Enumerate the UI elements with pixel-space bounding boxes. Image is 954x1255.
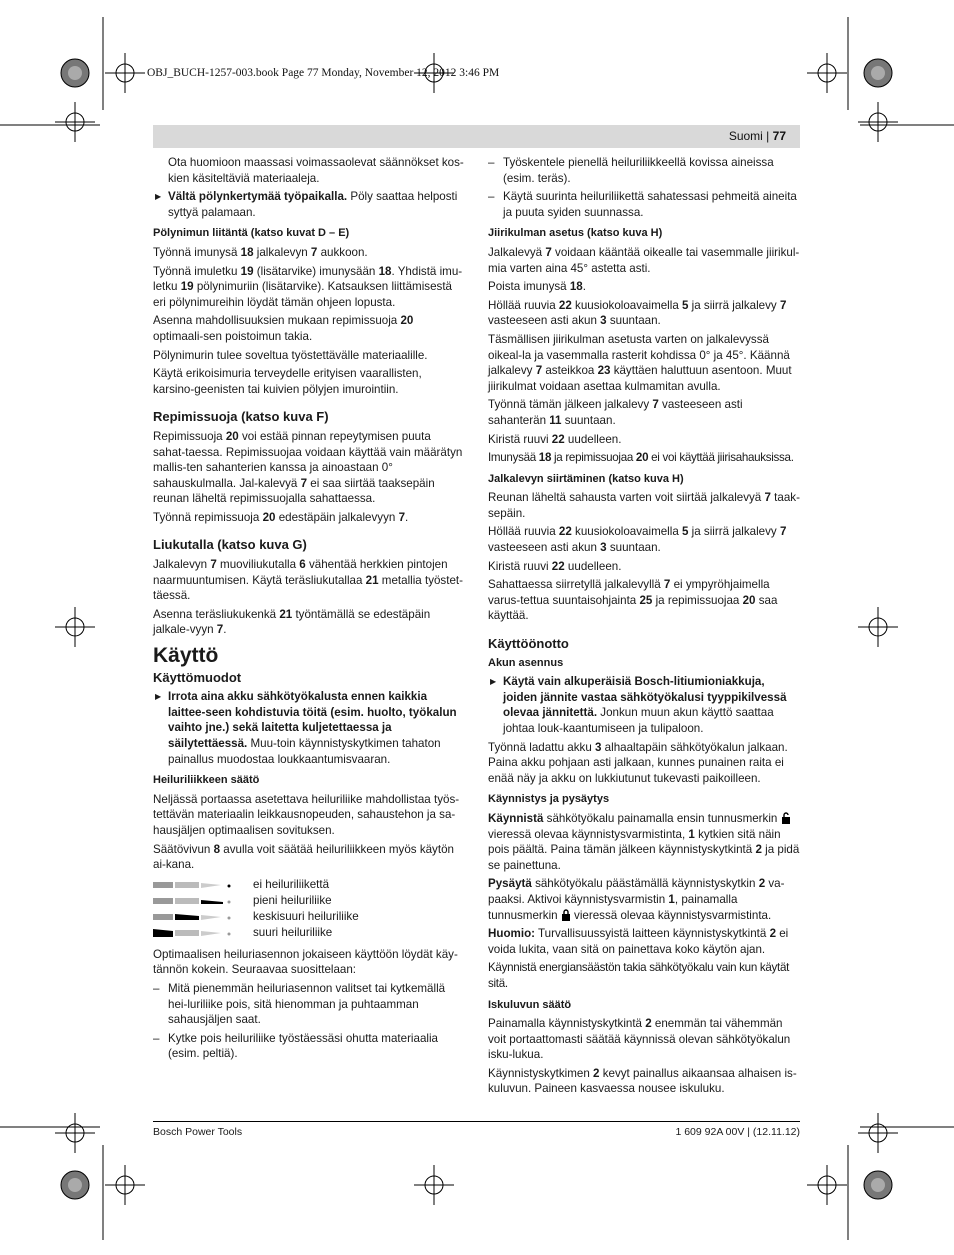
heading-operating-modes: Käyttömuodot <box>153 669 242 685</box>
paragraph: Työnnä ladattu akku 3 alhaaltapäin sähkötyökalun jalkaan. Paina akku pohjaan asti jalkaan, kunnes punainen raita ei enää näy ja akku on lukkiutunut tukevasti paikoilleen. <box>488 740 788 785</box>
dash-item: – Mitä pienemmän heiluriasennon valitset tai kytkemällä hei-luriliike pois, sitä hienomman ja puhtaamman sahausjäljen saat. <box>153 981 465 1028</box>
subheading-orbital-action: Heiluriliikkeen säätö <box>153 774 260 787</box>
paragraph: Höllää ruuvia 22 kuusiokoloavaimella 5 ja siirrä jalkalevy 7 vasteeseen asti akun 3 suuntaan. <box>488 298 787 328</box>
subheading-battery-insert: Akun asennus <box>488 656 564 669</box>
stroke-label: pieni heiluriliike <box>253 893 332 907</box>
paragraph: Käytä erikoisimuria terveydelle erityisen vaarallisten, karsino-geenisten tai kuivien pölyjen imurointiin. <box>153 367 422 396</box>
paragraph: Repimissuoja 20 voi estää pinnan repeytymisen puuta sahat-taessa. Repimissuojaa voidaan käyttää vain määrätyn mallis-ten sahanterien kanssa ja ainoastaan 0° sahauskulmalla. Jal-kalevyä 7 ei saa siirtää taaksepäin reunan läheltä repimissuojalla sahattaessa. <box>153 429 463 506</box>
stroke-row <box>153 909 465 925</box>
right-column <box>488 155 800 1100</box>
paragraph: Asenna teräsliukukenkä 21 työntämällä se edestäpäin jalkale-vyyn 7. <box>153 607 431 637</box>
stroke-level-2-icon <box>153 912 231 922</box>
crosshair-top-left-mark <box>105 53 145 93</box>
subheading-baseplate-shift: Jalkalevyn siirtäminen (katso kuva H) <box>488 472 684 485</box>
paragraph: Painamalla käynnistyskytkintä 2 enemmän tai vähemmän voit portaattomasti säätää käynnissä olevan sähkötyökalun isku-lukua. <box>488 1017 791 1062</box>
paragraph: Jalkalevyn 7 muoviliukutalla 6 vähentää herkkien pintojen naarmuuntumisen. Käytä teräsliukutallaa 21 metallia työstet-täessä. <box>153 558 463 603</box>
paragraph: Käynnistyskytkimen 2 kevyt painallus aikaansaa alhaisen is-kuluvun. Paineen kasvaessa nousee iskuluku. <box>488 1066 797 1096</box>
paragraph: Poista imunysä 18. <box>488 280 586 294</box>
heading-splinter-guard: Repimissuoja (katso kuva F) <box>153 409 329 425</box>
orbital-stroke-legend <box>153 877 465 941</box>
footer-rule <box>153 1121 800 1122</box>
paragraph: Neljässä portaassa asetettava heiluriliike mahdollistaa työs-tettävän materiaalin leikkausnopeuden, sahaustehon ja sa-hausjäljen optimaalisen sovituksen. <box>153 792 460 837</box>
subheading-dust-extraction: Pölynimun liitäntä (katso kuvat D – E) <box>153 227 350 240</box>
stroke-row <box>153 877 465 893</box>
footer-brand: Bosch Power Tools <box>153 1126 243 1138</box>
stroke-label: suuri heiluriliike <box>253 925 333 939</box>
stroke-level-3-icon <box>153 928 231 938</box>
paragraph: Käynnistä sähkötyökalu painamalla ensin tunnusmerkin vieressä olevaa käynnistysvarmistinta, 1 kytkien sitä näin pois päältä. Paina tämän jälkeen käynnistyskytkintä 2 ja pidä se painettuna. <box>488 811 800 872</box>
footer-doc-number: 1 609 92A 00V | (12.11.12) <box>675 1126 800 1138</box>
paragraph: Työnnä repimissuoja 20 edestäpäin jalkalevyyn 7. <box>153 510 409 524</box>
paragraph: Säätövivun 8 avulla voit säätää heiluriliikkeen myös käytön ai-kana. <box>153 842 454 872</box>
paragraph: Täsmällisen jiirikulman asetusta varten on jalkalevyssä oikeal-la ja vasemmalla rasterit kohdissa 0° ja 45°. Käännä jalkalevy 7 asteikkoa 23 käyttäen haluttuun asentoon. Muut jiirikulmat voidaan asettaa kulmamitan avulla. <box>488 332 792 393</box>
paragraph: Pysäytä sähkötyökalu päästämällä käynnistyskytkin 2 va-paaksi. Aktivoi käynnistysvarmistin 1, painamalla tunnusmerkin vieressä olevaa käynnistysvarmistinta. <box>488 877 785 922</box>
paragraph: Asenna mahdollisuuksien mukaan repimissuoja 20 optimaali-sen poistoimun takia. <box>153 314 414 343</box>
heading-starting-operation: Käyttöönotto <box>488 636 569 652</box>
stroke-label: ei heiluriliikettä <box>253 877 330 891</box>
paragraph: Ota huomioon maassasi voimassaolevat säännökset kos-kien käsiteltäviä materiaaleja. <box>168 156 464 185</box>
warning-bullet: ▶ Käytä vain alkuperäisiä Bosch-litiumioniakkuja, joiden jännite vastaa sähkötyökalusi tyyppikilvessä olevaa jännitettä. Jonkun muun akun käyttö saattaa johtaa louk-kaantumiseen ja tulipaloon. <box>488 674 800 736</box>
dash-item: – Käytä suurinta heiluriliikettä sahatessasi pehmeitä aineita ja puuta syiden suunnassa. <box>488 189 800 220</box>
warning-bullet: ▶ Irrota aina akku sähkötyökalusta ennen kaikkia laittee-seen kohdistuvia töitä (esim. huolto, työkalun vaihto jne.) sekä laitetta kuljetettaessa ja säilytettäessä. Muu-toin käynnistyskytkimen tahaton painallus muodostaa loukkaantumisvaaran. <box>153 689 465 767</box>
paragraph: Höllää ruuvia 22 kuusiokoloavaimella 5 ja siirrä jalkalevy 7 vasteeseen asti akun 3 suuntaan. <box>488 525 787 555</box>
paragraph: Käynnistä energiansäästön takia sähkötyökalu vain kun käytät sitä. <box>488 961 790 990</box>
paragraph: Kiristä ruuvi 22 uudelleen. <box>488 432 622 446</box>
page-header-bar <box>153 125 800 148</box>
left-column <box>153 155 465 1065</box>
subheading-bevel-angle: Jiirikulman asetus (katso kuva H) <box>488 227 663 240</box>
paragraph: Työnnä imunysä 18 jalkalevyn 7 aukkoon. <box>153 245 368 259</box>
page-header-text <box>729 129 786 143</box>
heading-operation: Käyttö <box>153 644 219 668</box>
paragraph: Kiristä ruuvi 22 uudelleen. <box>488 559 622 573</box>
paragraph: Pölynimurin tulee soveltua työstettävälle materiaalille. <box>153 348 428 362</box>
subheading-stroke-rate: Iskuluvun säätö <box>488 998 572 1011</box>
paragraph: Sahattaessa siirretyllä jalkalevyllä 7 ei ympyröhjaimella varus-tettua suuntaisohjainta 25 ja repimissuojaa 20 saa käyttää. <box>488 578 778 623</box>
dash-item: – Kytke pois heiluriliike työstäessäsi ohutta materiaalia (esim. peltiä). <box>153 1031 465 1062</box>
stroke-level-0-icon <box>153 880 231 890</box>
warning-bullet: ▶ Vältä pölynkertymää työpaikalla. Pöly saattaa helposti syttyä palamaan. <box>153 189 465 220</box>
paragraph: Reunan läheltä sahausta varten voit siirtää jalkalevyä 7 taak-sepäin. <box>488 491 800 520</box>
stroke-label: keskisuuri heiluriliike <box>253 909 359 923</box>
header-separator: | <box>762 129 773 143</box>
unlock-icon <box>781 812 791 824</box>
dash-item: – Työskentele pienellä heiluriliikkeellä kovissa aineissa (esim. teräs). <box>488 155 800 186</box>
header-language: Suomi <box>728 129 763 143</box>
paragraph: Optimaalisen heiluriasennon jokaiseen käyttöön löydät käy-tännön kokein. Seuraavaa suosittelaan: <box>153 947 458 977</box>
stroke-level-1-icon <box>153 896 231 906</box>
paragraph: Työnnä tämän jälkeen jalkalevy 7 vasteeseen asti sahanterän 11 suuntaan. <box>488 398 743 427</box>
page-number: 77 <box>772 129 786 143</box>
stroke-row <box>153 925 465 941</box>
print-info-line: OBJ_BUCH-1257-003.book Page 77 Monday, November 12, 2012 3:46 PM <box>147 67 500 79</box>
stroke-row <box>153 893 465 909</box>
paragraph: Jalkalevyä 7 voidaan kääntää oikealle tai vasemmalle jiirikul-mia varten aina 45° astetta asti. <box>488 245 800 275</box>
subheading-start-stop: Käynnistys ja pysäytys <box>488 793 610 806</box>
paragraph: Työnnä imuletku 19 (lisätarvike) imunysään 18. Yhdistä imu-letku 19 pölynimuriin (lisätarvike). Katsauksen liittämisestä eri pölynimureihin löydät tämän ohjeen lopusta. <box>153 264 463 309</box>
heading-slide-pad: Liukutalla (katso kuva G) <box>153 537 307 553</box>
paragraph: Huomio: Turvallisuussyistä laitteen käynnistyskytkintä 2 ei voida lukita, vaan sitä on painettava koko käytön ajan. <box>488 927 789 956</box>
paragraph: Imunysää 18 ja repimissuojaa 20 ei voi käyttää jiirisahauksissa. <box>488 451 794 465</box>
lock-icon <box>561 909 571 921</box>
